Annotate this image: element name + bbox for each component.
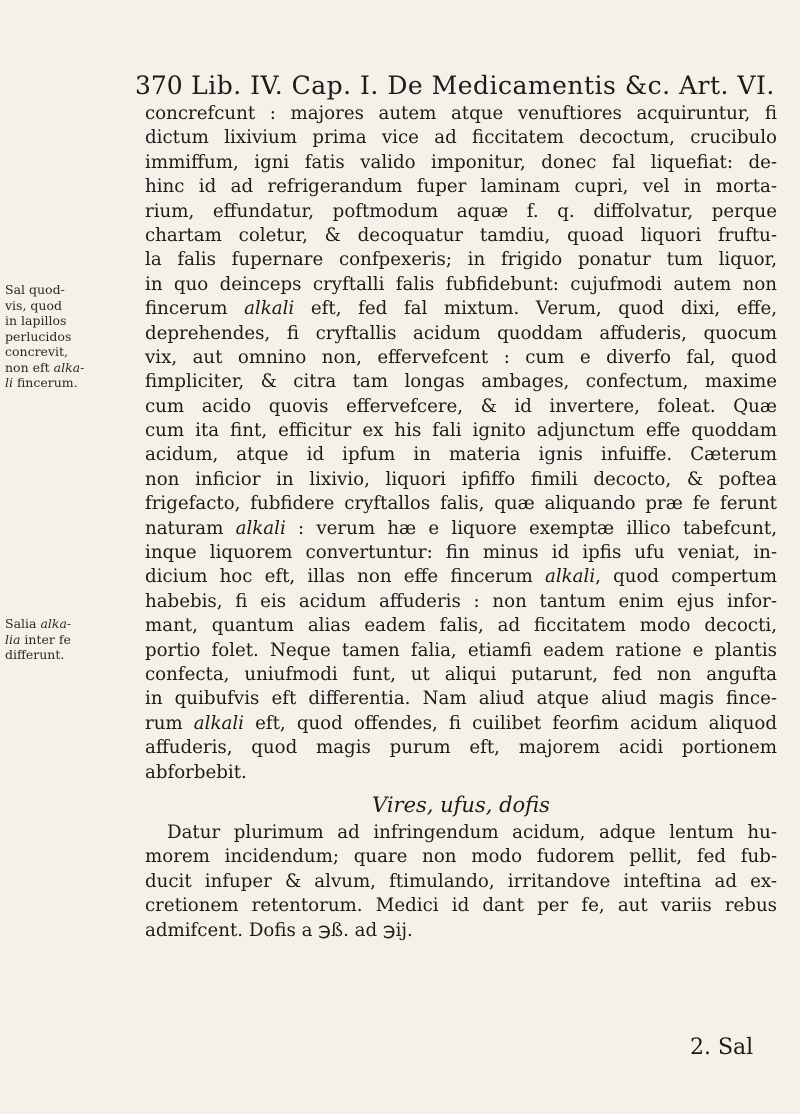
- text-line: chartam coletur, & decoquatur tamdiu, quoad liquori fruftu-: [145, 224, 777, 246]
- running-header: [135, 70, 775, 102]
- text-line: affuderis, quod magis purum eft, majorem acidi portionem: [145, 737, 777, 759]
- margin-note-line: perlucidos: [5, 328, 72, 344]
- margin-note-line: li fincerum.: [5, 375, 78, 390]
- text-line: confecta, uniufmodi funt, ut aliqui putarunt, fed non angufta: [145, 663, 777, 685]
- text-line: non inficior in lixivio, liquori ipfiffo fimili decocto, & poftea: [145, 468, 777, 490]
- catchword: 2. Sal: [690, 1035, 754, 1060]
- text-line: vix, aut omnino non, effervefcent : cum e diverfo fal, quod: [145, 346, 777, 368]
- margin-note-line: Sal quod-: [5, 282, 65, 297]
- text-line: frigefacto, fubfidere cryftallos falis, quæ aliquando præ fe ferunt: [145, 493, 777, 515]
- running-title: Lib. IV. Cap. I. De Medicamentis &c. Art. VI.: [191, 71, 775, 100]
- margin-note-line: lia inter fe: [5, 631, 71, 647]
- paragraph-body: [145, 102, 777, 785]
- text-line: morem incidendum; quare non modo fudorem pellit, fed fub-: [145, 846, 777, 868]
- margin-note-line: Salia alka-: [5, 616, 72, 631]
- text-line: portio folet. Neque tamen falia, etiamfi eadem ratione e plantis: [145, 639, 777, 661]
- text-line: abforbebit.: [145, 761, 247, 783]
- text-line: dictum lixivium prima vice ad ficcitatem decoctum, crucibulo: [145, 127, 777, 149]
- text-line: inque liquorem convertuntur: fin minus id ipfis ufu veniat, in-: [145, 542, 777, 564]
- text-line: in quibufvis eft differentia. Nam aliud atque aliud magis fince-: [145, 688, 777, 710]
- text-line: fimpliciter, & citra tam longas ambages, confectum, maxime: [145, 371, 777, 393]
- text-line: cum ita fint, efficitur ex his fali ignito adjunctum effe quoddam: [145, 420, 777, 442]
- text-line: fincerum alkali eft, fed fal mixtum. Verum, quod dixi, effe,: [145, 298, 778, 320]
- text-line: hinc id ad refrigerandum fuper laminam cupri, vel in morta-: [145, 176, 777, 198]
- text-line: acidum, atque id ipfum in materia ignis infuiffe. Cæterum: [145, 444, 777, 466]
- section-heading: Vires, ufus, dofis: [372, 792, 550, 817]
- text-line: cum acido quovis effervefcere, & id invertere, foleat. Quæ: [145, 395, 777, 417]
- text-line: immiffum, igni fatis valido imponitur, donec fal liquefiat: de-: [145, 151, 777, 173]
- margin-note-line: non eft alka-: [5, 359, 85, 375]
- main-text: [145, 102, 777, 943]
- text-line: rium, effundatur, poftmodum aquæ f. q. diffolvatur, perque: [145, 200, 777, 222]
- text-line: cretionem retentorum. Medici id dant per fe, aut variis rebus: [145, 895, 777, 917]
- text-line: habebis, fi eis acidum affuderis : non tantum enim ejus infor-: [145, 590, 777, 612]
- text-line: admifcent. Dofis a ℈ß. ad ℈ij.: [145, 919, 413, 941]
- margin-note-line: vis, quod: [5, 297, 63, 313]
- margin-note-sal-quodvis: [5, 282, 95, 391]
- paragraph-vires: [145, 821, 777, 943]
- text-line: in quo deinceps cryftalli falis fubfidebunt: cujufmodi autem non: [145, 273, 777, 295]
- text-line: deprehendes, fi cryftallis acidum quoddam affuderis, quocum: [145, 322, 777, 344]
- text-line: naturam alkali : verum hæ e liquore exemptæ illico tabefcunt,: [145, 517, 777, 539]
- margin-note-line: concrevit,: [5, 344, 69, 359]
- margin-note-salia-alkalia: [5, 616, 95, 663]
- margin-note-line: differunt.: [5, 647, 65, 662]
- text-line: ducit infuper & alvum, ftimulando, irritandove inteftina ad ex-: [145, 870, 777, 892]
- text-line: concrefcunt : majores autem atque venuftiores acquiruntur, fi: [145, 103, 777, 124]
- text-line: mant, quantum alias eadem falis, ad ficcitatem modo decocti,: [145, 615, 777, 637]
- text-line: rum alkali eft, quod offendes, fi cuilibet feorfim acidum aliquod: [145, 712, 777, 734]
- page-number: 370: [135, 71, 183, 100]
- text-line: Datur plurimum ad infringendum acidum, adque lentum hu-: [167, 821, 777, 843]
- text-line: la falis fupernare confpexeris; in frigido ponatur tum liquor,: [145, 249, 777, 271]
- text-line: dicium hoc eft, illas non effe fincerum alkali, quod compertum: [145, 566, 777, 588]
- margin-note-line: in lapillos: [5, 313, 67, 328]
